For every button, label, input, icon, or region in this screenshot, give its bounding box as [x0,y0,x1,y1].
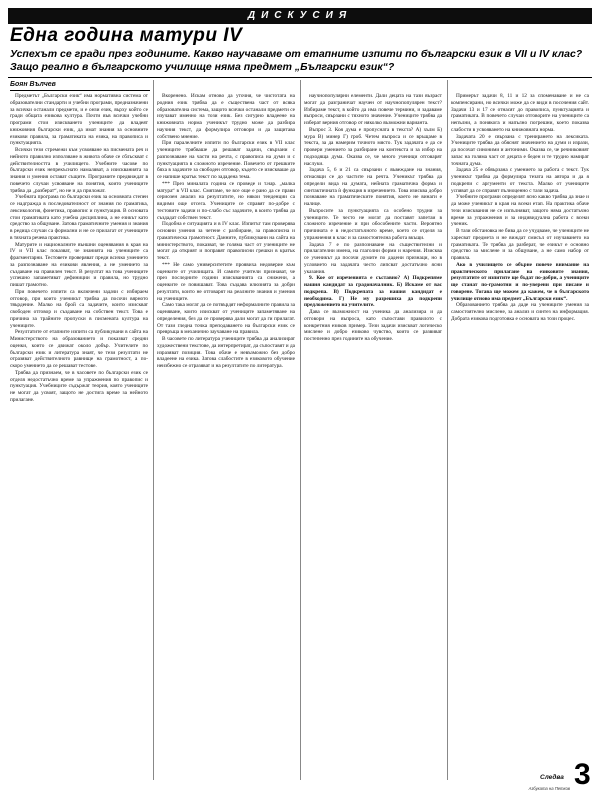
column-divider [300,80,301,780]
paragraph: научнопопулярни елементи. Дали децата на тази възраст могат да разграничат научен от научнопопулярен текст? Избираме текст, в който да има повече термини, и задаваме въпроси, свързани с тяхното значение. Учениците трябва да изберат верния отговор от няколко възможни варианта. [304,93,442,126]
byline-divider [10,90,150,91]
paragraph: В тази обстановка не бива да се учудваме, че учениците не харесват предмета и не виждат смисъл от изучаването на граматиката. Те трябва да разберат, че езикът е основно средство за мислене и за общуване, а не само набор от правила. [451,228,589,261]
author-byline: Боян Вълчев [10,81,56,88]
continued-label: Следва [540,774,564,781]
paragraph: Подобна е ситуацията и в IV клас. Изпитът там проверява основни умения за четене с разбиране, за правописна и граматическа грамотност. Данните, публикувани на сайта на министерството, показват, че голяма част от учениците не могат да открият и поправят правописни грешки в кратък текст. [157,221,295,261]
paragraph: Задача 5, 6 и 21 са свързани с въвеждане на знания, отнасящи се до частите на речта. Ученикът трябва да определи вида на думата, нейната граматична форма и синтактичната ѝ функция в изречението. Това изисква добро познаване на граматическите понятия, което не винаги е налице. [304,167,442,207]
paragraph: Задачата 20 е свързана с тренирането на лексиката. Учениците трябва да обяснят значението на думи и изрази, да посочат синоними и антоними. Оказва се, че речниковият запас на голяма част от децата е беден и те трудно намират точната дума. [451,133,589,167]
paragraph: Задача 25 е обвързана с умението за работа с текст. Тук ученикът трябва да формулира тезата на автора и да я подкрепи с аргументи от текста. Малко от учениците успяват да се справят пълноценно с тази задача. [451,167,589,194]
paragraph: Учебните програми определят ясно какво трябва да знае и да може ученикът в края на всеки етап. На практика обаче тези изисквания не се изпълняват, защото няма достатъчно време за упражнения и за индивидуална работа с всеки ученик. [451,194,589,228]
paragraph: При повечето изпити са включени задачи с избираем отговор, при които ученикът трябва да посочи вярното твърдение. Малко на брой са задачите, които изискват свободен отговор и създаване на собствен текст. Това е причина за трайните пропуски в писмената култура на учениците. [10,288,148,329]
paragraph: Въпрос 3. Коя дума е пропусната в текста? А) хълм Б) мура В) минер Г) гроб. Четем въпроса и се връщаме в текста, за да намерим точното място. Тук задачата е да се провери умението за разбиране на контекста и за избор на подходяща дума. Оказва се, че много ученици отговарят наслуки. [304,126,442,167]
paragraph: Дава се възможност на ученика да анализира и да отговори на въпроса, като съпостави правилото с конкретния езиков пример. Тези задачи изискват логическо мислене и добро езиково чувство, които се развиват постепенно през годините на обучение. [304,309,442,342]
paragraph: Примерът задачи 8, 11 и 12 за споменаване и не са компенсирани, но всички може да се види в посочения сайт. Задачи 13 и 17 се отнасят до правописа, пунктуацията и граматиката. В повечето случаи отговорите на учениците са непълни, а понякога и напълно погрешни, което показва слабости в усвояването на книжовната норма. [451,93,589,133]
column-divider [447,80,448,780]
section-header: ДИСКУСИЯ [8,8,592,24]
paragraph: Учебната програма по български език за основната степен се надгражда в последователност от знания по граматика, лексикология, фонетика, правопис и пунктуация. В основата стои граматиката като учебна дисциплина, а не езикът като средство за общуване. Затова граматичните умения и знания в редица случаи са формални и не се прилагат от учениците в тяхната речева практика. [10,194,148,241]
paragraph: 9. Кое от изреченията е съставно? А) Подкрепяме нашия кандидат за градоначалник. Б) Искаме от вас подкрепа. В) Подкрепата за нашия кандидат е необходима. Г) Не му разрешиха да подкрепи предложението на учителите. [304,275,442,309]
paragraph: В часовете по литература учениците трябва да анализират художествени текстове, да интерпретират, да съпоставят и да изразяват позиция. Това обаче е невъзможно без добро владеене на езика. Затова слабостите в езиковото обучение неизбежно се отразяват и на резултатите по литература. [157,336,295,369]
paragraph: Образованието трябва да даде на учениците умения за самостоятелно мислене, за анализ и синтез на информация. Добрата езикова подготовка е основата на този процес. [451,302,589,322]
text-column-4 [451,93,589,781]
paragraph: Вкоренено. Искам отново да уточня, че чистотата на родния език трябва да е съществена част от всяка образователна система, защото всички останали предмети се изучават именно на този език. Без сигурно владеене на книжовната норма ученикът трудно може да разбира научния текст, да формулира отговори и да защитава собствено мнение. [157,93,295,140]
footer-credit: Азбуката на Петков [528,786,570,791]
paragraph: *** През миналата година се проведе и т.нар. „малка матура“ в VII клас. Смятаме, че все още е рано да се прави сериозен анализ на резултатите, но някои тенденции са видими още отсега. Учениците се справят по-добре с тестовите задачи и по-слабо със задачите, в които трябва да създадат собствен текст. [157,180,295,221]
paragraph: Трябва да признаем, че в часовете по български език се отделя недостатъчно време за упражнения по правопис и пунктуация. Учебниците съдържат теория, която учениците не могат да усвоят, защото не достига време за нейното прилагане. [10,369,148,403]
article-headline: Една година матури IV [10,25,243,46]
page-number: 3 [574,758,591,791]
paragraph: Въпросите за пунктуацията са особено трудни за учениците. Те често не могат да поставят запетаи в сложното изречение и при обособените части. Вероятно причината е в недостатъчното време, което се отделя за упражнения в клас и за самостоятелна работа вкъщи. [304,207,442,241]
paragraph: Предметът „Български език“ има нормативна система от образователни стандарти и учебни програми, предназначени за всички останали предмети, и е онзи език, върху който се гради общата езикова култура. Почти във всички учебни програми стои изискването учениците да владеят книжовния български език, да имат знания за основните езикови правила, за граматиката на езика, на правописа и пунктуацията. [10,93,148,147]
paragraph: Резултатите от етапните изпити са публикувани в сайта на Министерството на образованието и показват средни оценки, които се движат около добър. Учителите по български език и литература знаят, че тези резултати не отразяват действителното равнище на грамотност, а по-скоро умението да се решават тестове. [10,329,148,369]
text-column-3 [304,93,442,781]
article-subheadline: Успехът се гради през годините. Какво научаваме от етапните изпити по български език в VII и IV клас? Защо реално в българското училище няма предмет „Български език“? [10,48,583,73]
paragraph: *** Не само университетите проявиха недоверие към оценките от училищата. И самите учители признават, че през последните години изискванията са снижени, а оценките се повишават. Това създава илюзията за добри резултати, които не отговарят на реалните знания и умения на учениците. [157,261,295,302]
column-divider [153,80,154,780]
paragraph: Задача 7 е по разпознаване на съществителни и прилагателни имена, на глаголни форми и наречия. Изисква се ученикът да посочи думите по дадени признаци, но в условието на задачата често липсват достатъчно ясни указания. [304,241,442,275]
paragraph: Матурите и националните външни оценявания в края на IV и VII клас показват, че знанията на учениците са фрагментарни. Тестовете проверяват преди всичко умението за разпознаване на езикови явления, а не умението за създаване на правилен текст. В резултат на това учениците успешно запаметяват дефиниции и правила, но трудно пишат грамотно. [10,241,148,288]
text-column-2 [157,93,295,781]
paragraph: Ако в училището се обърне повече внимание на практическото прилагане на езиковите знания, резултатите от изпитите ще бъдат по-добри, а учениците ще станат по-грамотни и по-уверени при писане и говорене. Тогава ще можем да кажем, че в българското училище отново има предмет „Български език“. [451,261,589,302]
paragraph: Само така могат да се потвърдят неформалните правила за оценяване, които изискват от учениците запаметяване на определения, без да се проверява дали могат да ги прилагат. От тази гледна точка преподаването на български език се превръща в механично заучаване на правила. [157,302,295,336]
paragraph: При паралелните изпити по български език в VII клас учениците трябваше да решават задачи, свързани с разпознаване на части на речта, с правописа на думи и с пунктуацията в сложното изречение. Повечето от грешките бяха в задачите за свободен отговор, където се изискваше да се напише кратък текст по зададена тема. [157,140,295,180]
text-column-1 [10,93,148,781]
header-divider [8,77,592,78]
paragraph: Всички тези стремежи към усвояване на писмената реч и нейното правилно използване в живота обаче се сблъскват с действителността в училището. Учебните часове по български език непрекъснато намаляват, а изискванията за знания и умения остават същите. Програмите предвиждат в повечето случаи усвояване на понятия, които учениците трябва да „разберат“, но не и да приложат. [10,147,148,194]
